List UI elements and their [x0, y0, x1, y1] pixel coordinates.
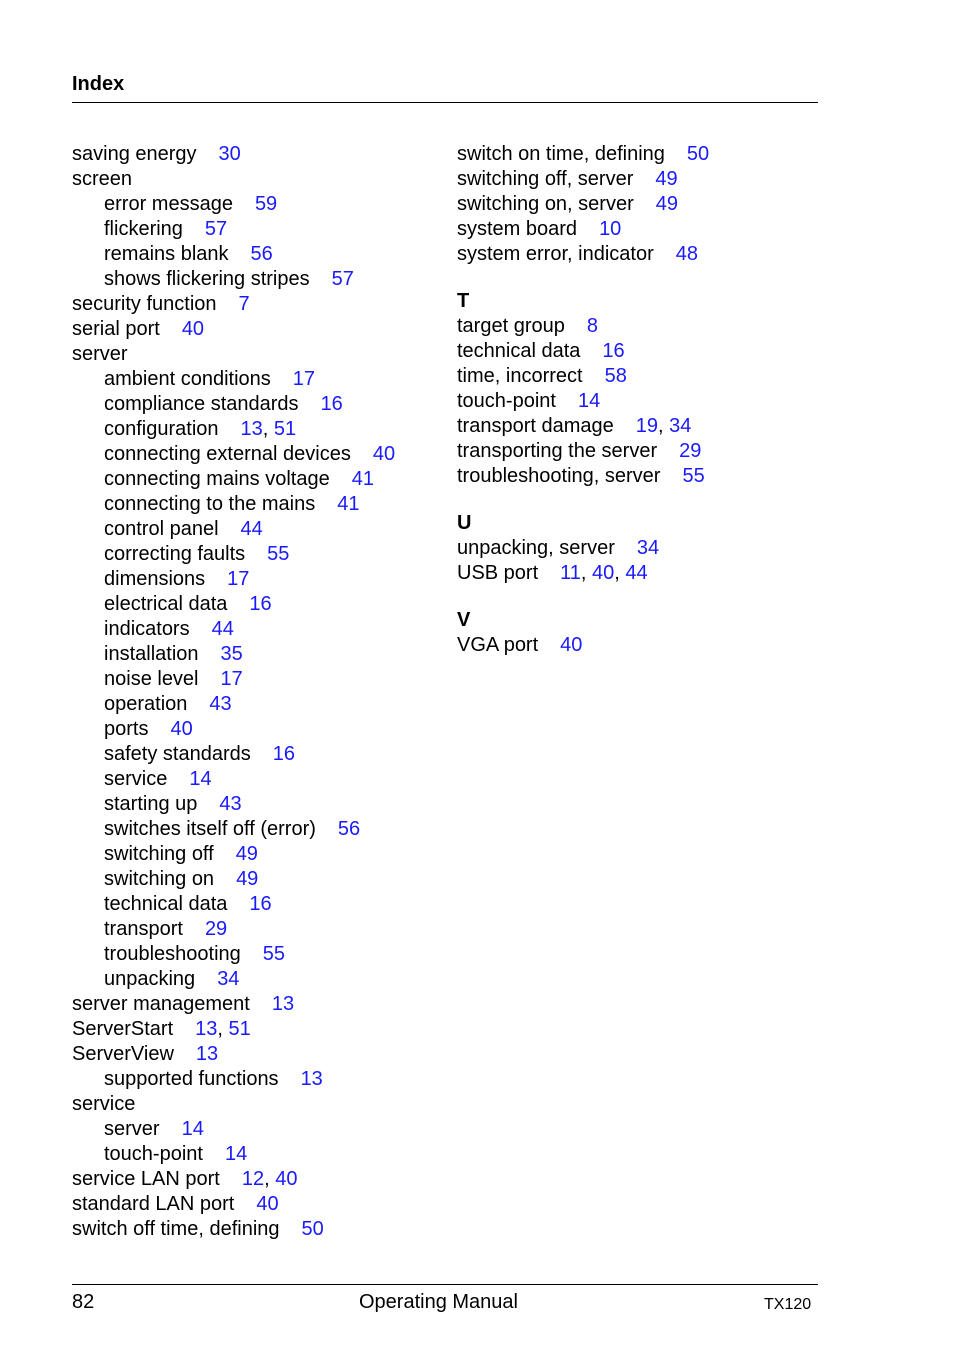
index-term: technical data	[457, 340, 581, 362]
footer-rule	[72, 1284, 818, 1285]
index-page-refs	[637, 537, 659, 559]
index-entry	[72, 717, 442, 742]
index-page-refs	[263, 943, 285, 965]
index-entry	[457, 464, 827, 489]
index-entry	[72, 642, 442, 667]
page-ref-link[interactable]: 56	[250, 243, 273, 265]
index-term: touch-point	[457, 390, 556, 412]
page-ref-link[interactable]: 51	[228, 1018, 251, 1040]
index-entry	[457, 192, 827, 217]
page-ref-link[interactable]: 41	[351, 468, 374, 490]
index-term: switching off	[104, 843, 214, 865]
header-rule	[72, 102, 818, 103]
index-entry	[72, 592, 442, 617]
page-ref-link[interactable]: 13	[271, 993, 295, 1015]
index-page-refs	[255, 193, 277, 215]
page-ref-link[interactable]: 50	[686, 143, 710, 165]
footer-model: TX120	[764, 1296, 812, 1313]
index-term: VGA port	[457, 634, 539, 656]
index-term: shows flickering stripes	[104, 268, 310, 290]
index-term: server management	[72, 993, 250, 1015]
index-term: security function	[72, 293, 217, 315]
index-entry	[72, 317, 442, 342]
index-page-refs	[687, 143, 709, 165]
page-ref-separator: ,	[658, 415, 670, 437]
index-page-refs	[602, 340, 624, 362]
index-page-refs	[189, 768, 211, 790]
index-entry	[72, 1167, 442, 1192]
index-entry	[72, 467, 442, 492]
index-page-refs	[239, 293, 250, 315]
index-entry	[72, 217, 442, 242]
page-ref-link[interactable]: 13	[195, 1018, 218, 1040]
index-page-refs	[170, 718, 192, 740]
page-ref-link[interactable]: 8	[586, 315, 598, 337]
page-ref-link[interactable]: 40	[256, 1193, 279, 1215]
index-term: unpacking, server	[457, 537, 615, 559]
page-ref-separator: ,	[264, 1168, 276, 1190]
index-term: connecting external devices	[104, 443, 351, 465]
index-term: ServerStart	[72, 1018, 174, 1040]
index-entry	[72, 867, 442, 892]
index-page-refs	[249, 893, 271, 915]
page-ref-link[interactable]: 14	[189, 768, 212, 790]
index-term: serial port	[72, 318, 160, 340]
index-entry	[72, 292, 442, 317]
index-term: saving energy	[72, 143, 197, 165]
index-page-refs	[205, 218, 227, 240]
index-letter-heading: U	[457, 512, 472, 534]
index-page-refs	[242, 1168, 298, 1190]
index-page-refs	[656, 193, 678, 215]
index-term: correcting faults	[104, 543, 246, 565]
index-page-refs	[219, 143, 241, 165]
page-ref-link[interactable]: 57	[331, 268, 354, 290]
index-term: touch-point	[104, 1143, 203, 1165]
index-term: starting up	[104, 793, 198, 815]
index-entry	[457, 217, 827, 242]
page-ref-link[interactable]: 17	[292, 368, 316, 390]
page-ref-link[interactable]: 16	[272, 743, 295, 765]
index-page-refs	[221, 668, 243, 690]
index-entry	[72, 1117, 442, 1142]
index-entry	[72, 792, 442, 817]
page-ref-link[interactable]: 50	[301, 1218, 324, 1240]
index-entry	[72, 192, 442, 217]
index-page-refs	[302, 1218, 324, 1240]
index-entry	[72, 617, 442, 642]
index-entry	[72, 767, 442, 792]
index-page-refs	[587, 315, 598, 337]
index-term: ServerView	[72, 1043, 174, 1065]
page-ref-link[interactable]: 40	[592, 562, 615, 584]
page-ref-link[interactable]: 44	[211, 618, 234, 640]
index-page-refs	[599, 218, 621, 240]
index-entry	[457, 536, 827, 561]
page-ref-link[interactable]: 56	[337, 818, 361, 840]
index-term: screen	[72, 168, 133, 190]
page-ref-link[interactable]: 49	[236, 868, 259, 890]
index-entry	[72, 917, 442, 942]
index-entry	[72, 142, 442, 167]
page-ref-link[interactable]: 16	[320, 393, 343, 415]
index-page-refs	[241, 518, 263, 540]
page-ref-link[interactable]: 16	[602, 340, 625, 362]
index-page-refs	[301, 1068, 323, 1090]
page-ref-link[interactable]: 35	[220, 643, 243, 665]
page-ref-link[interactable]: 13	[240, 418, 263, 440]
index-term: system board	[457, 218, 578, 240]
index-entry	[72, 492, 442, 517]
index-page-refs	[676, 243, 698, 265]
index-entry	[457, 167, 827, 192]
index-term: error message	[104, 193, 233, 215]
page-ref-link[interactable]: 43	[209, 693, 232, 715]
index-entry	[72, 342, 442, 367]
page-ref-link[interactable]: 16	[249, 893, 272, 915]
page-ref-separator: ,	[580, 562, 593, 584]
index-page-refs	[337, 493, 359, 515]
index-page-refs	[267, 543, 289, 565]
page-ref-link[interactable]: 41	[337, 493, 360, 515]
index-page-refs	[256, 1193, 278, 1215]
page-ref-link[interactable]: 14	[181, 1118, 204, 1140]
index-term: ambient conditions	[104, 368, 271, 390]
index-term: unpacking	[104, 968, 196, 990]
index-letter-heading: V	[457, 609, 471, 631]
index-page-refs	[682, 465, 704, 487]
page-ref-separator: ,	[262, 418, 274, 440]
page-ref-link[interactable]: 17	[220, 668, 243, 690]
index-page-refs	[338, 818, 360, 840]
page-ref-link[interactable]: 10	[599, 218, 622, 240]
index-entry	[72, 442, 442, 467]
index-page-refs	[578, 390, 600, 412]
index-page-refs	[205, 918, 227, 940]
index-term: service	[72, 1093, 136, 1115]
index-entry	[457, 414, 827, 439]
index-entry	[457, 633, 827, 658]
page-ref-link[interactable]: 55	[262, 943, 286, 965]
index-page-refs	[321, 393, 343, 415]
index-entry	[72, 567, 442, 592]
index-page-refs	[227, 568, 249, 590]
page-ref-link[interactable]: 14	[224, 1143, 248, 1165]
index-page-refs	[219, 793, 241, 815]
index-term: switch off time, defining	[72, 1218, 280, 1240]
index-page-refs	[249, 593, 271, 615]
index-entry	[72, 1192, 442, 1217]
index-term: target group	[457, 315, 565, 337]
index-entry	[72, 1092, 442, 1117]
page-ref-link[interactable]: 34	[217, 968, 240, 990]
page-ref-link[interactable]: 48	[675, 243, 698, 265]
index-entry	[72, 817, 442, 842]
index-page-refs	[251, 243, 273, 265]
index-entry	[72, 892, 442, 917]
footer-manual-title: Operating Manual	[359, 1291, 518, 1313]
index-term: USB port	[457, 562, 539, 584]
page-ref-link[interactable]: 40	[560, 634, 583, 656]
index-entry	[457, 364, 827, 389]
page-ref-link[interactable]: 12	[241, 1168, 265, 1190]
index-term: indicators	[104, 618, 190, 640]
index-term: supported functions	[104, 1068, 279, 1090]
index-term: remains blank	[104, 243, 229, 265]
index-term: service	[104, 768, 168, 790]
page-ref-link[interactable]: 30	[218, 143, 241, 165]
index-page-refs	[182, 318, 204, 340]
index-entry	[72, 542, 442, 567]
index-term: transport damage	[457, 415, 614, 437]
index-term: compliance standards	[104, 393, 299, 415]
index-page-refs	[182, 1118, 204, 1140]
page-ref-link[interactable]: 49	[655, 193, 678, 215]
index-entry	[457, 561, 827, 586]
index-entry	[72, 742, 442, 767]
index-page-refs	[679, 440, 701, 462]
page-ref-link[interactable]: 16	[249, 593, 272, 615]
index-entry	[72, 242, 442, 267]
index-entry	[72, 842, 442, 867]
index-page-refs	[212, 618, 234, 640]
index-entry	[457, 389, 827, 414]
page-ref-link[interactable]: 40	[181, 318, 205, 340]
index-term: switching on, server	[457, 193, 634, 215]
index-page-refs	[293, 368, 315, 390]
page-ref-link[interactable]: 57	[204, 218, 228, 240]
index-entry	[72, 392, 442, 417]
page-title: Index	[72, 73, 125, 95]
index-page-refs	[209, 693, 231, 715]
page-ref-link[interactable]: 55	[267, 543, 290, 565]
page-ref-link[interactable]: 29	[679, 440, 702, 462]
index-page-refs	[236, 868, 258, 890]
index-entry	[457, 314, 827, 339]
page-ref-link[interactable]: 44	[240, 518, 263, 540]
index-column-right	[457, 142, 827, 658]
index-entry	[72, 367, 442, 392]
index-page-refs	[560, 562, 648, 584]
index-term: server	[72, 343, 128, 365]
index-term: system error, indicator	[457, 243, 654, 265]
index-term: troubleshooting, server	[457, 465, 661, 487]
page-ref-link[interactable]: 11	[560, 562, 581, 584]
index-term: technical data	[104, 893, 228, 915]
index-term: standard LAN port	[72, 1193, 235, 1215]
index-page-refs	[332, 268, 354, 290]
index-term: server	[104, 1118, 160, 1140]
index-entry	[72, 1142, 442, 1167]
index-page-refs	[196, 1043, 218, 1065]
index-page-refs	[236, 843, 258, 865]
index-column-left	[72, 142, 442, 1242]
index-term: control panel	[104, 518, 219, 540]
page-ref-separator: ,	[217, 1018, 229, 1040]
page-ref-separator: ,	[614, 562, 626, 584]
index-term: switching off, server	[457, 168, 634, 190]
index-entry	[457, 242, 827, 267]
index-entry	[72, 167, 442, 192]
page-ref-link[interactable]: 29	[204, 918, 228, 940]
index-page-refs	[195, 1018, 251, 1040]
index-entry	[457, 339, 827, 364]
index-page-refs	[272, 993, 294, 1015]
page-ref-link[interactable]: 44	[625, 562, 648, 584]
page-ref-link[interactable]: 51	[273, 418, 297, 440]
index-entry	[457, 142, 827, 167]
index-entry	[72, 1042, 442, 1067]
index-term: time, incorrect	[457, 365, 583, 387]
index-entry	[72, 667, 442, 692]
index-entry	[72, 1017, 442, 1042]
index-entry	[72, 692, 442, 717]
page-ref-link[interactable]: 55	[682, 465, 705, 487]
index-term: installation	[104, 643, 199, 665]
index-term: switch on time, defining	[457, 143, 665, 165]
index-page-refs	[636, 415, 692, 437]
index-entry	[72, 1217, 442, 1242]
index-term: noise level	[104, 668, 199, 690]
index-term: configuration	[104, 418, 219, 440]
index-page-refs	[273, 743, 295, 765]
index-page-refs	[225, 1143, 247, 1165]
index-page-refs	[605, 365, 627, 387]
index-page-refs	[217, 968, 239, 990]
index-term: electrical data	[104, 593, 228, 615]
index-term: service LAN port	[72, 1168, 220, 1190]
index-entry	[72, 1067, 442, 1092]
index-entry	[457, 439, 827, 464]
index-entry	[72, 967, 442, 992]
page-ref-link[interactable]: 58	[604, 365, 627, 387]
index-term: dimensions	[104, 568, 206, 590]
page-ref-link[interactable]: 14	[577, 390, 601, 412]
index-page-refs	[373, 443, 395, 465]
index-entry	[72, 267, 442, 292]
index-term: connecting mains voltage	[104, 468, 330, 490]
page-ref-link[interactable]: 13	[300, 1068, 323, 1090]
index-term: safety standards	[104, 743, 251, 765]
page-ref-link[interactable]: 7	[238, 293, 250, 315]
page-ref-link[interactable]: 19	[635, 415, 659, 437]
index-term: transport	[104, 918, 183, 940]
index-entry	[72, 992, 442, 1017]
page-ref-link[interactable]: 34	[669, 415, 692, 437]
page-ref-link[interactable]: 40	[275, 1168, 298, 1190]
index-term: switching on	[104, 868, 215, 890]
index-page-refs	[221, 643, 243, 665]
page-ref-link[interactable]: 40	[170, 718, 193, 740]
index-term: flickering	[104, 218, 183, 240]
index-letter-heading: T	[457, 290, 470, 312]
index-entry	[72, 942, 442, 967]
index-term: switches itself off (error)	[104, 818, 316, 840]
index-page-refs	[560, 634, 582, 656]
index-page-refs	[655, 168, 677, 190]
index-entry	[72, 417, 442, 442]
index-term: transporting the server	[457, 440, 658, 462]
page-ref-link[interactable]: 17	[227, 568, 250, 590]
page-ref-link[interactable]: 59	[254, 193, 278, 215]
page-ref-link[interactable]: 49	[235, 843, 258, 865]
index-term: troubleshooting	[104, 943, 241, 965]
index-term: ports	[104, 718, 149, 740]
index-entry	[72, 517, 442, 542]
index-term: operation	[104, 693, 188, 715]
page-ref-link[interactable]: 13	[195, 1043, 219, 1065]
index-page-refs	[352, 468, 374, 490]
index-term: connecting to the mains	[104, 493, 316, 515]
footer-page-number: 82	[72, 1291, 95, 1313]
page-ref-link[interactable]: 43	[219, 793, 242, 815]
page-ref-link[interactable]: 34	[636, 537, 660, 559]
page-ref-link[interactable]: 49	[655, 168, 678, 190]
page-ref-link[interactable]: 40	[372, 443, 396, 465]
index-page-refs	[241, 418, 297, 440]
